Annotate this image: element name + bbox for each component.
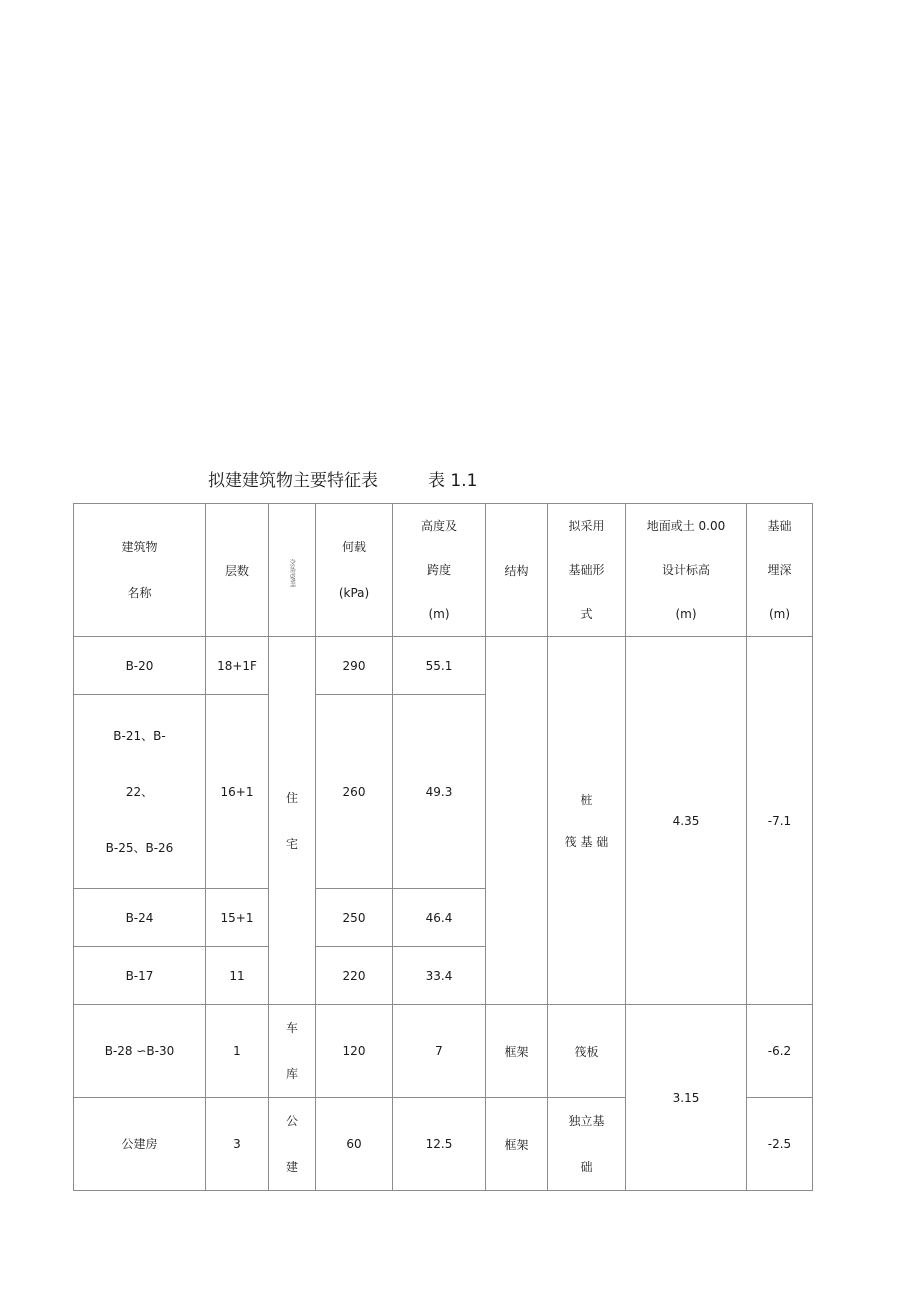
floors-cell: 3: [206, 1098, 269, 1191]
usage-cell: 公 建: [269, 1098, 316, 1191]
table-row: [74, 637, 813, 695]
header-depth: 基础 埋深 (m): [747, 504, 813, 637]
building-name: B-28 ∽B-30: [74, 1005, 206, 1098]
load-cell: 290: [316, 637, 393, 695]
header-foundation-type: 拟采用 基础形 式: [548, 504, 626, 637]
foundation-pile-raft: 桩 筏 基 础: [548, 637, 626, 1005]
height-cell: 46.4: [393, 889, 486, 947]
height-cell: 33.4: [393, 947, 486, 1005]
floors-cell: 11: [206, 947, 269, 1005]
header-floors: 层数: [206, 504, 269, 637]
table-title: 拟建建筑物主要特征表: [208, 471, 378, 491]
structure-cell: 框架: [486, 1098, 548, 1191]
table-caption: [208, 466, 477, 491]
depth-cell: -2.5: [747, 1098, 813, 1191]
building-name: B-17: [74, 947, 206, 1005]
structure-residential: [486, 637, 548, 1005]
height-cell: 7: [393, 1005, 486, 1098]
structure-cell: 框架: [486, 1005, 548, 1098]
table-number: 表 1.1: [428, 471, 478, 491]
elevation-lower: 3.15: [626, 1005, 747, 1191]
load-cell: 250: [316, 889, 393, 947]
load-cell: 60: [316, 1098, 393, 1191]
depth-cell: -6.2: [747, 1005, 813, 1098]
height-cell: 55.1: [393, 637, 486, 695]
building-name: B-21、B- 22、 B-25、B-26: [74, 695, 206, 889]
usage-residential: 住 宅: [269, 637, 316, 1005]
floors-cell: 18+1F: [206, 637, 269, 695]
foundation-type-cell: 筏板: [548, 1005, 626, 1098]
usage-cell: 车 库: [269, 1005, 316, 1098]
load-cell: 260: [316, 695, 393, 889]
height-cell: 12.5: [393, 1098, 486, 1191]
header-height: 高度及 跨度 (m): [393, 504, 486, 637]
height-cell: 49.3: [393, 695, 486, 889]
table-row: [74, 1005, 813, 1098]
header-name: 建筑物 名称: [74, 504, 206, 637]
floors-cell: 16+1: [206, 695, 269, 889]
foundation-type-cell: 独立基 础: [548, 1098, 626, 1191]
depth-residential: -7.1: [747, 637, 813, 1005]
header-structure: 结构: [486, 504, 548, 637]
header-load: 何载 (kPa): [316, 504, 393, 637]
building-features-table: [73, 503, 813, 1191]
load-cell: 120: [316, 1005, 393, 1098]
building-name: B-24: [74, 889, 206, 947]
building-name: B-20: [74, 637, 206, 695]
header-elevation: 地面或土 0.00 设计标高 (m): [626, 504, 747, 637]
load-cell: 220: [316, 947, 393, 1005]
floors-cell: 15+1: [206, 889, 269, 947]
building-name: 公建房: [74, 1098, 206, 1191]
elevation-residential: 4.35: [626, 637, 747, 1005]
floors-cell: 1: [206, 1005, 269, 1098]
header-row: [74, 504, 813, 637]
header-usage: 办公住宅/库用: [269, 504, 316, 637]
